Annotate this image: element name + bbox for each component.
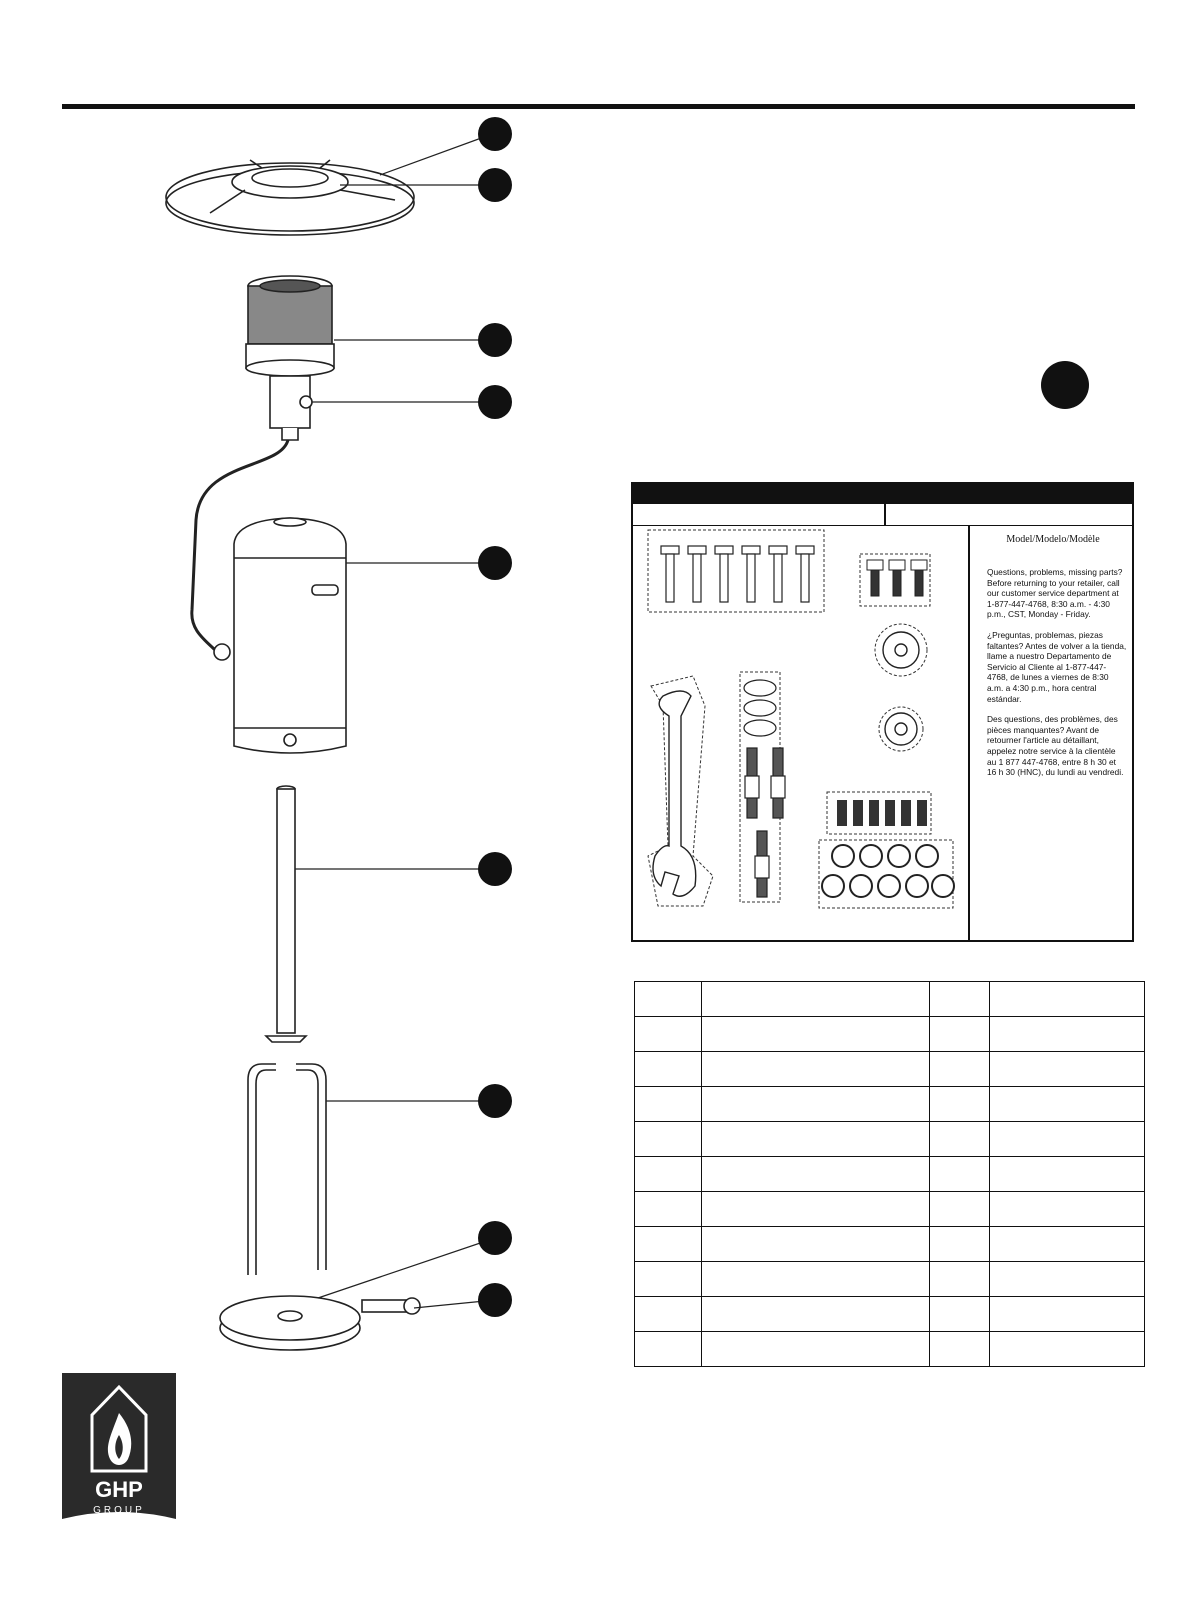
hardware-pack-card (631, 482, 1134, 942)
table-cell (635, 1122, 702, 1157)
table-row (635, 1332, 1145, 1367)
legs-drawing (248, 1064, 326, 1275)
table-cell (701, 1122, 930, 1157)
table-cell (990, 1052, 1145, 1087)
table-cell (990, 1157, 1145, 1192)
table-cell (930, 1017, 990, 1052)
callout-marker (478, 323, 512, 357)
callout-marker (478, 385, 512, 419)
table-cell (701, 1157, 930, 1192)
table-cell (930, 1122, 990, 1157)
table-cell (701, 1052, 930, 1087)
hardware-illustration (633, 526, 968, 942)
table-cell (930, 1262, 990, 1297)
table-cell (635, 982, 702, 1017)
table-cell (930, 1052, 990, 1087)
tank-housing-drawing (234, 518, 346, 753)
table-row (635, 1227, 1145, 1262)
callout-marker (478, 117, 512, 151)
hardware-pack-header-bar (633, 484, 1132, 504)
table-cell (990, 1262, 1145, 1297)
hardware-pack-subheader (633, 504, 1132, 526)
parts-table-body (635, 982, 1145, 1367)
wing-nuts-and-studs (744, 680, 785, 897)
table-row (635, 1122, 1145, 1157)
table-row (635, 1297, 1145, 1332)
table-cell (701, 1262, 930, 1297)
reflector-drawing (166, 160, 414, 235)
table-cell (930, 1087, 990, 1122)
table-cell (701, 1332, 930, 1367)
table-row (635, 982, 1145, 1017)
wrench (653, 691, 696, 896)
table-cell (635, 1192, 702, 1227)
table-cell (930, 982, 990, 1017)
divider (884, 504, 886, 526)
table-cell (701, 982, 930, 1017)
table-cell (990, 1017, 1145, 1052)
bolts (661, 546, 814, 602)
divider (968, 526, 970, 942)
customer-service-english: Questions, problems, missing parts? Before returning to your retailer, call our customer service department at 1-877-447-4768, 8:30 a.m. - 4:30 p.m., CST, Monday - Friday. (987, 567, 1123, 620)
small-screws (837, 800, 927, 826)
table-cell (990, 1227, 1145, 1262)
table-cell (701, 1297, 930, 1332)
table-cell (635, 1262, 702, 1297)
table-cell (990, 982, 1145, 1017)
washers (883, 632, 919, 745)
table-cell (701, 1192, 930, 1227)
table-row (635, 1192, 1145, 1227)
table-cell (990, 1087, 1145, 1122)
table-cell (635, 1087, 702, 1122)
callout-marker (478, 852, 512, 886)
table-cell (930, 1157, 990, 1192)
table-cell (635, 1332, 702, 1367)
model-label: Model/Modelo/Modèle (1006, 534, 1100, 545)
logo-sub: GROUP (93, 1505, 145, 1516)
table-row (635, 1017, 1145, 1052)
table-cell (635, 1297, 702, 1332)
customer-service-french: Des questions, des problèmes, des pièces manquantes? Avant de retourner l'article au détaillant, appelez notre service à la clientèle au 1 877 447-4768, entre 8 h 30 et 16 h 30 (HNC), du lundi au vendredi. (987, 714, 1124, 778)
table-cell (701, 1087, 930, 1122)
table-cell (635, 1017, 702, 1052)
table-row (635, 1087, 1145, 1122)
table-cell (930, 1192, 990, 1227)
callout-marker (478, 168, 512, 202)
table-cell (635, 1227, 702, 1262)
table-cell (990, 1192, 1145, 1227)
callout-marker (478, 1084, 512, 1118)
logo-name: GHP (95, 1477, 143, 1502)
table-cell (930, 1297, 990, 1332)
hardware-pack-info (973, 534, 1133, 934)
table-cell (635, 1052, 702, 1087)
table-cell (930, 1227, 990, 1262)
table-row (635, 1157, 1145, 1192)
ghp-group-logo (62, 1373, 176, 1523)
table-cell (990, 1297, 1145, 1332)
clips (822, 845, 954, 897)
table-cell (701, 1227, 930, 1262)
table-row (635, 1052, 1145, 1087)
table-cell (930, 1332, 990, 1367)
parts-list-table (634, 981, 1145, 1367)
callout-marker (478, 1221, 512, 1255)
table-cell (990, 1122, 1145, 1157)
base-drawing (220, 1296, 420, 1350)
table-row (635, 1262, 1145, 1297)
callout-marker (478, 546, 512, 580)
table-cell (635, 1157, 702, 1192)
customer-service-spanish: ¿Preguntas, problemas, piezas faltantes? Antes de volver a la tienda, llame a nuestro Departamento de Servicio al Cliente al 1-877-447-4768, de lunes a viernes de 8:30 a.m. a 4:30 p.m., hora central estándar. (987, 629, 1127, 704)
screws (867, 560, 927, 596)
callout-marker-hardware (1041, 361, 1089, 409)
post-drawing (266, 786, 306, 1042)
table-cell (701, 1017, 930, 1052)
callout-marker (478, 1283, 512, 1317)
table-cell (990, 1332, 1145, 1367)
